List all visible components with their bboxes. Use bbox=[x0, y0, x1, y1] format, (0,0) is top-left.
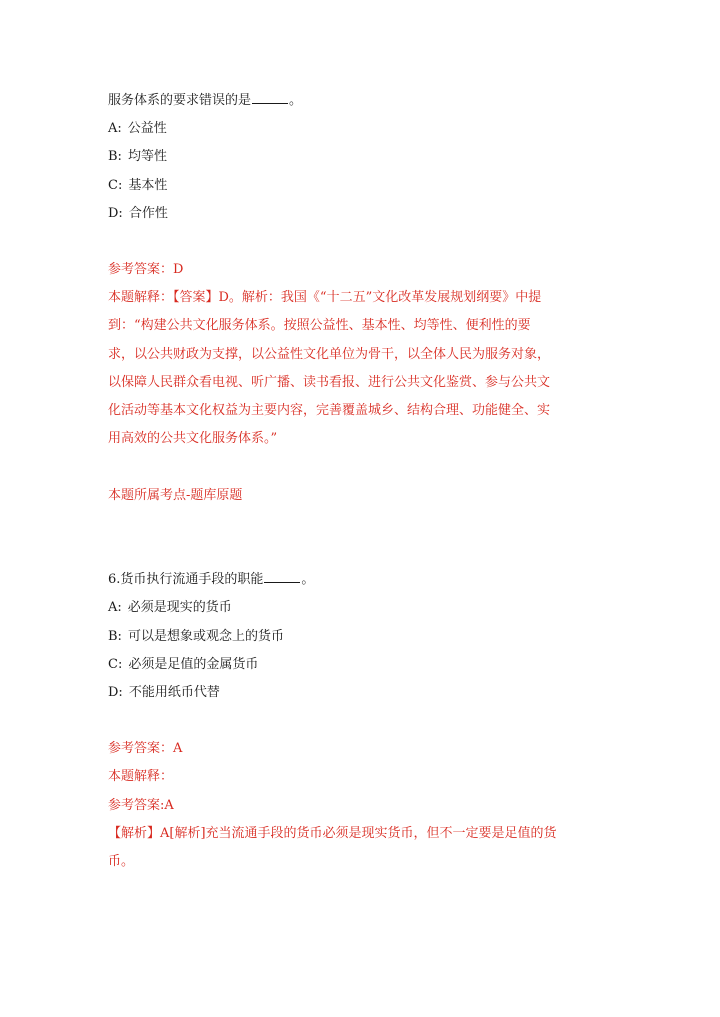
question-6-option-c bbox=[108, 655, 258, 675]
option-text: 合作性 bbox=[128, 206, 168, 221]
question-6-explanation-label: 本题解释： bbox=[108, 769, 174, 784]
question-5-explanation-line: 化活动等基本文化权益为主要内容，完善覆盖城乡、结构合理、功能健全、实 bbox=[108, 403, 551, 418]
option-key: B: bbox=[108, 629, 122, 644]
option-text: 基本性 bbox=[128, 178, 168, 193]
question-6-analysis-line: 币。 bbox=[108, 854, 135, 869]
question-6-option-d bbox=[108, 683, 220, 703]
option-text: 必须是足值的金属货币 bbox=[128, 657, 259, 672]
question-5-explanation-line: 用高效的公共文化服务体系。” bbox=[108, 431, 278, 446]
option-text: 公益性 bbox=[127, 121, 167, 136]
question-5-answer: 参考答案：D bbox=[108, 262, 184, 277]
option-key: C: bbox=[108, 657, 123, 672]
answer-blank bbox=[252, 91, 288, 104]
question-5-option-a bbox=[108, 119, 167, 139]
option-key: B: bbox=[108, 149, 122, 164]
option-text: 必须是现实的货币 bbox=[127, 600, 232, 615]
question-6-answer-repeat: 参考答案:A bbox=[108, 798, 174, 813]
question-5-option-b bbox=[108, 147, 167, 167]
option-text: 均等性 bbox=[127, 149, 167, 164]
question-5-option-d bbox=[108, 204, 168, 224]
question-5-explanation-line: 求，以公共财政为支撑，以公益性文化单位为骨干，以全体人民为服务对象， bbox=[108, 347, 551, 362]
question-6-answer: 参考答案：A bbox=[108, 741, 183, 756]
answer-blank bbox=[264, 570, 300, 583]
question-6-stem-end: 。 bbox=[301, 572, 315, 587]
question-6-stem bbox=[108, 570, 314, 590]
question-5-topic: 本题所属考点-题库原题 bbox=[108, 488, 243, 503]
option-key: A: bbox=[108, 121, 122, 136]
question-5-option-c bbox=[108, 176, 167, 196]
question-6-analysis-line: 【解析】A[解析]充当流通手段的货币必须是现实货币，但不一定要是足值的货 bbox=[108, 826, 557, 841]
question-5-explanation-line: 以保障人民群众看电视、听广播、读书看报、进行公共文化鉴赏、参与公共文 bbox=[108, 375, 551, 390]
question-6-stem-text: 6.货币执行流通手段的职能 bbox=[108, 572, 264, 587]
question-5-explanation-line: 到：“构建公共文化服务体系。按照公益性、基本性、均等性、便利性的要 bbox=[108, 318, 531, 333]
option-text: 可以是想象或观念上的货币 bbox=[127, 629, 284, 644]
question-5-explanation-line: 本题解释：【答案】D。解析：我国《“十二五”文化改革发展规划纲要》中提 bbox=[108, 290, 542, 305]
option-key: C: bbox=[108, 178, 123, 193]
option-key: A: bbox=[108, 600, 122, 615]
question-6-option-a bbox=[108, 598, 232, 618]
option-key: D: bbox=[108, 685, 123, 700]
option-key: D: bbox=[108, 206, 123, 221]
option-text: 不能用纸币代替 bbox=[128, 685, 220, 700]
question-5-stem-end: 。 bbox=[289, 93, 303, 108]
question-6-option-b bbox=[108, 627, 284, 647]
question-5-stem bbox=[108, 91, 302, 111]
question-5-stem-text: 服务体系的要求错误的是 bbox=[108, 93, 252, 108]
